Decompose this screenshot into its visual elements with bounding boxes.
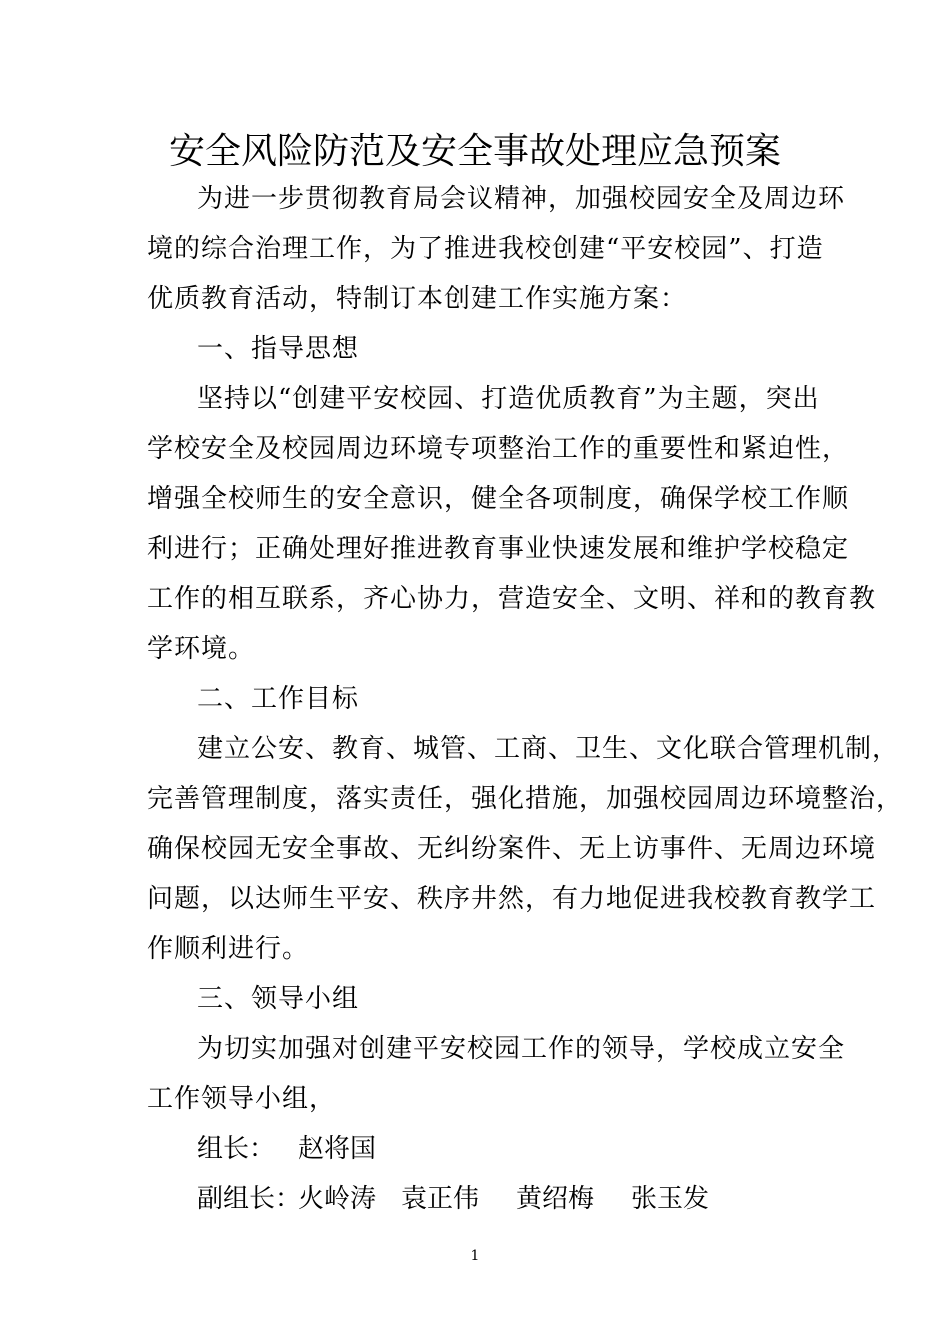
paragraph-line: 坚持以“创建平安校园、打造优质教育”为主题，突出 [197, 384, 820, 414]
paragraph-line: 建立公安、教育、城管、工商、卫生、文化联合管理机制， [197, 734, 900, 764]
paragraph-line: 作顺利进行。 [147, 934, 310, 964]
deputy-name: 黄绍梅 [516, 1184, 595, 1214]
leader-name: 赵将国 [298, 1134, 377, 1164]
paragraph-line: 增强全校师生的安全意识，健全各项制度，确保学校工作顺 [147, 484, 850, 514]
paragraph-line: 学校安全及校园周边环境专项整治工作的重要性和紧迫性， [147, 434, 850, 464]
paragraph-line: 确保校园无安全事故、无纠纷案件、无上访事件、无周边环境 [147, 834, 877, 864]
section-heading: 二、工作目标 [197, 684, 360, 714]
section-heading: 三、领导小组 [197, 984, 360, 1014]
paragraph-line: 学环境。 [147, 634, 256, 664]
leader-label: 组长： [197, 1134, 276, 1164]
paragraph-line: 工作的相互联系，齐心协力，营造安全、文明、祥和的教育教 [147, 584, 877, 614]
paragraph-line: 为切实加强对创建平安校园工作的领导，学校成立安全 [197, 1034, 846, 1064]
intro-line: 境的综合治理工作，为了推进我校创建“平安校园”、打造 [147, 234, 824, 264]
page-number: 1 [470, 1248, 480, 1264]
section-heading: 一、指导思想 [197, 334, 360, 364]
deputy-name: 袁正伟 [401, 1184, 480, 1214]
deputy-name: 火岭涛 [298, 1184, 377, 1214]
paragraph-line: 完善管理制度，落实责任，强化措施，加强校园周边环境整治， [147, 784, 904, 814]
paragraph-line: 问题，以达师生平安、秩序井然，有力地促进我校教育教学工 [147, 884, 877, 914]
intro-line: 优质教育活动，特制订本创建工作实施方案： [147, 284, 688, 314]
paragraph-line: 工作领导小组， [147, 1084, 337, 1114]
deputy-label: 副组长： [197, 1184, 302, 1214]
paragraph-line: 利进行；正确处理好推进教育事业快速发展和维护学校稳定 [147, 534, 850, 564]
document-title: 安全风险防范及安全事故处理应急预案 [168, 131, 781, 172]
intro-line: 为进一步贯彻教育局会议精神，加强校园安全及周边环 [197, 184, 846, 214]
deputy-name: 张玉发 [631, 1184, 710, 1214]
